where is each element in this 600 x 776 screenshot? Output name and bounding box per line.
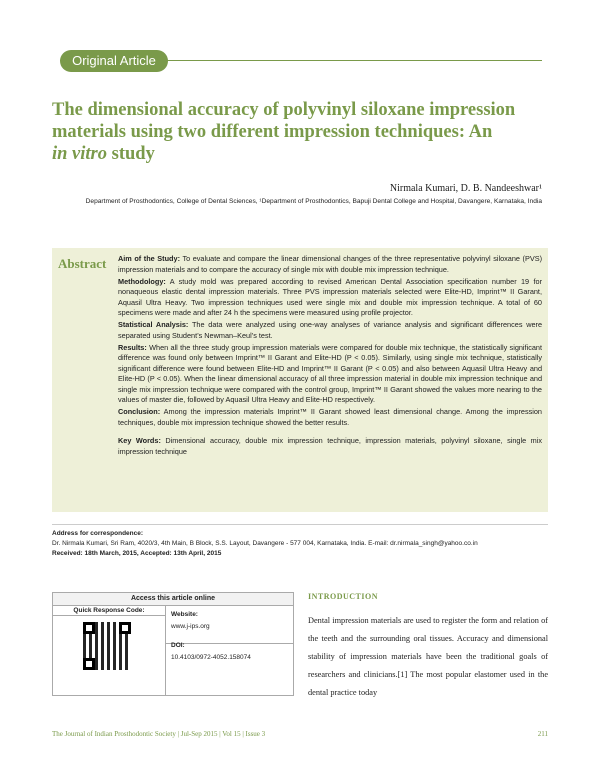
access-header: Access this article online [53,593,293,606]
correspondence-label: Address for correspondence: [52,530,144,537]
qr-finder-icon [119,622,131,634]
qr-finder-icon [83,658,95,670]
website-column [171,611,291,665]
page-number: 211 [537,730,548,738]
website-link[interactable]: www.j-ips.org [171,623,210,630]
introduction-text: Dental impression materials are used to register the form and relation of the teeth and the surrounding oral tissues. Accuracy and dimensional stability of impression materials have been the traditional goals of researchers and clinicians.[1] The most popular elastomer used in the dental practice today [308,616,548,697]
abstract-method: Methodology: A study mold was prepared according to revised American Dental Association specification number 19 for nonaqueous elastic dental impression materials. Three PVS impression materials selected were Elite-HD, Imprint™ II Garant, Aquasil Ultra Heavy. Two impression techniques used were single mix and double mix impression technique. A total of 60 specimens were made and after 24 h the specimens were measured using profile projector. [118,276,542,317]
article-title [52,99,552,165]
divider [52,524,548,525]
qr-column [53,606,166,695]
abstract-results: Results: When all the three study group impression materials were compared for double mix technique, the statistically significant difference was found only between Imprint™ II Garant and Elite-HD (P < 0.05). Similarly, using single mix technique, statistically significant difference were found between Elite-HD and Imprint™ II Garant (P < 0.05) and also between Aquasil Ultra Heavy and Elite-HD (P < 0.05). When the linear dimensional accuracy of all three impression material in double mix impression technique and single mix impression technique were compared with the control group, Imprint™ II Garant showed the values more nearing to the values of master die, followed by Aquasil Ultra Heavy and Elite-HD respectively. [118,342,542,404]
received-accepted-dates: Received: 18th March, 2015, Accepted: 13th April, 2015 [52,550,222,557]
affiliation: Department of Prosthodontics, College of Dental Sciences, ¹Department of Prosthodontics, Bapuji Dental College and Hospital, Davangere, Karnataka, India [85,198,542,205]
journal-citation: The Journal of Indian Prosthodontic Society | Jul-Sep 2015 | Vol 15 | Issue 3 [52,730,266,738]
qr-finder-icon [83,622,95,634]
qr-label: Quick Response Code: [53,606,165,616]
abstract-keywords: Key Words: Dimensional accuracy, double mix impression technique, impression materials, polyvinyl siloxane, single mix impression technique [118,436,542,456]
doi-label: DOI: [171,642,185,649]
title-end: study [107,144,155,164]
abstract-label: Abstract [58,256,107,271]
correspondence [52,529,548,559]
abstract-body [118,254,542,459]
abstract-stat: Statistical Analysis: The data were analyzed using one-way analyses of variance analysis and significant differences were separated using Student’s Newman–Keul’s test. [118,320,543,340]
abstract-box [52,248,548,512]
introduction-heading: INTRODUCTION [308,592,379,601]
correspondence-address: Dr. Nirmala Kumari, Sri Ram, 4020/3, 4th Main, B Block, S.S. Layout, Davangere - 577 004, Karnataka, India. E-mail: dr.nirmala_singh@yahoo.co.in [52,540,478,547]
doi-value[interactable]: 10.4103/0972-4052.158074 [171,654,251,661]
title-italic: in vitro [52,144,107,164]
access-online-box [52,592,294,696]
website-label: Website: [171,611,198,618]
article-type-badge: Original Article [60,50,168,72]
page-footer [52,730,548,738]
title-text: The dimensional accuracy of polyvinyl siloxane impression materials using two different impression techniques: An [52,100,516,142]
abstract-conclusion: Conclusion: Among the impression materials Imprint™ II Garant showed least dimensional change. Among the impression techniques, double mix impression technique showed the better results. [118,407,542,427]
authors: Nirmala Kumari, D. B. Nandeeshwar¹ [389,183,542,194]
abstract-aim: Aim of the Study: To evaluate and compare the linear dimensional changes of the three representative polyvinyl siloxane (PVS) impression materials and to compare the accuracy of single mix with double mix impression technique. [118,254,542,274]
